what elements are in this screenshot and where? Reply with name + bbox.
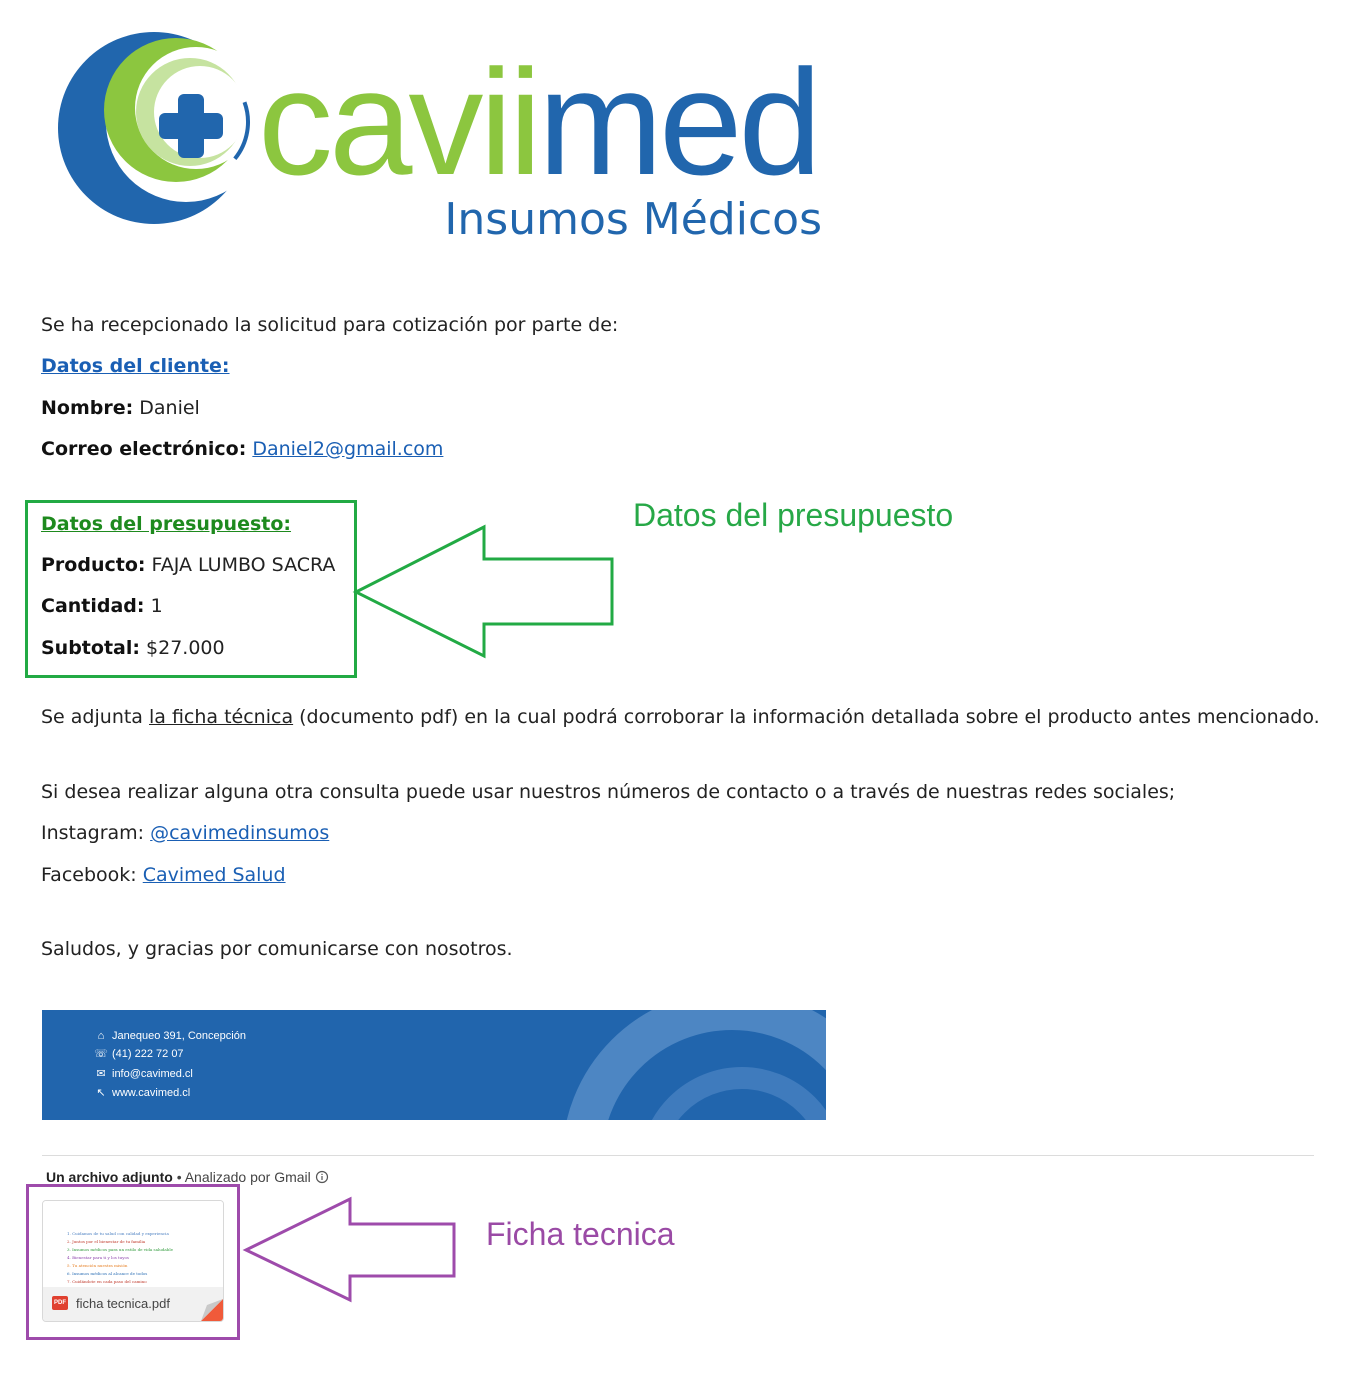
cavimed-logo	[58, 24, 848, 244]
signature-banner	[42, 1010, 826, 1120]
banner-phone: ☏ (41) 222 72 07	[94, 1048, 184, 1060]
attachments-separator: •	[176, 1169, 182, 1185]
facebook-label: Facebook:	[41, 864, 143, 886]
svg-text:caviimed	[258, 38, 818, 206]
intro-text: Se ha recepcionado la solicitud para cotización por parte de:	[41, 314, 619, 336]
preview-line: 4. Bienestar para ti y los tuyos	[67, 1255, 129, 1260]
quantity-label: Cantidad:	[41, 595, 145, 617]
subtotal-label: Subtotal:	[41, 637, 140, 659]
logo-brand-suffix: med	[538, 38, 818, 206]
preview-line: 6. Insumos médicos al alcance de todos	[67, 1271, 148, 1276]
sheet-arrow-icon	[242, 1196, 458, 1304]
product-label: Producto:	[41, 554, 146, 576]
preview-line: 7. Cuidándote en cada paso del camino	[67, 1279, 147, 1284]
subtotal-value: $27.000	[146, 637, 225, 659]
home-icon: ⌂	[97, 1030, 105, 1042]
banner-web: ↖ www.cavimed.cl	[94, 1086, 190, 1099]
budget-arrow-icon	[352, 524, 616, 660]
client-header	[41, 353, 230, 379]
quantity-value: 1	[150, 595, 163, 617]
attachments-title: Un archivo adjunto	[46, 1169, 173, 1185]
banner-address: ⌂ Janequeo 391, Concepción	[94, 1030, 246, 1042]
attachment-text-pre: Se adjunta	[41, 706, 149, 728]
product-value: FAJA LUMBO SACRA	[151, 554, 336, 576]
banner-decoration	[42, 1010, 826, 1120]
client-name-label: Nombre:	[41, 397, 134, 419]
logo-brand-i: i	[508, 38, 539, 206]
attachments-header	[46, 1169, 329, 1185]
instagram-link[interactable]: @cavimedinsumos	[150, 822, 330, 844]
banner-mail: ✉ info@cavimed.cl	[94, 1067, 193, 1080]
logo-brand-prefix: cavi	[258, 38, 509, 206]
cursor-icon: ↖	[96, 1087, 106, 1099]
budget-annotation: Datos del presupuesto	[633, 497, 954, 533]
preview-line: 2. Juntos por el bienestar de tu familia	[67, 1239, 146, 1244]
attachment-text-post: (documento pdf) en la cual podrá corroborar la información detallada sobre el producto antes mencionado.	[293, 706, 1320, 728]
attachments-divider	[42, 1155, 1314, 1156]
sheet-annotation: Ficha tecnica	[486, 1216, 675, 1252]
client-header-label: Datos del cliente:	[41, 355, 230, 377]
client-name-value: Daniel	[139, 397, 200, 419]
info-icon[interactable]	[315, 1170, 329, 1184]
preview-line: 1. Cuidamos de tu salud con calidad y experiencia	[67, 1231, 169, 1236]
logo-tagline: Insumos Médicos	[444, 194, 822, 244]
client-name-row	[41, 395, 200, 421]
technical-sheet-link[interactable]: la ficha técnica	[149, 706, 294, 728]
budget-header-label: Datos del presupuesto:	[41, 513, 292, 535]
instagram-label: Instagram:	[41, 822, 151, 844]
attachment-filename[interactable]: ficha tecnica.pdf	[76, 1296, 170, 1311]
client-email-label: Correo electrónico:	[41, 438, 247, 460]
facebook-link[interactable]: Cavimed Salud	[142, 864, 286, 886]
envelope-icon: ✉	[96, 1068, 106, 1080]
client-email-link[interactable]: Daniel2@gmail.com	[252, 438, 444, 460]
instagram-row	[41, 820, 329, 846]
attachment-text	[41, 704, 1320, 730]
phone-icon: ☏	[94, 1048, 108, 1060]
contact-text: Si desea realizar alguna otra consulta puede usar nuestros números de contacto o a través de nuestras redes sociales;	[41, 781, 1176, 803]
attachments-scan-status: Analizado por Gmail	[184, 1169, 311, 1185]
facebook-row	[41, 862, 286, 888]
pdf-icon: PDF	[52, 1296, 68, 1310]
preview-line: 3. Insumos médicos para un estilo de vida saludable	[67, 1247, 173, 1252]
closing-text: Saludos, y gracias por comunicarse con nosotros.	[41, 938, 513, 960]
budget-highlight-box	[25, 500, 357, 678]
preview-line: 5. Tu atención nuestra misión	[67, 1263, 128, 1268]
client-email-row	[41, 436, 443, 462]
sheet-highlight-box	[26, 1184, 240, 1340]
